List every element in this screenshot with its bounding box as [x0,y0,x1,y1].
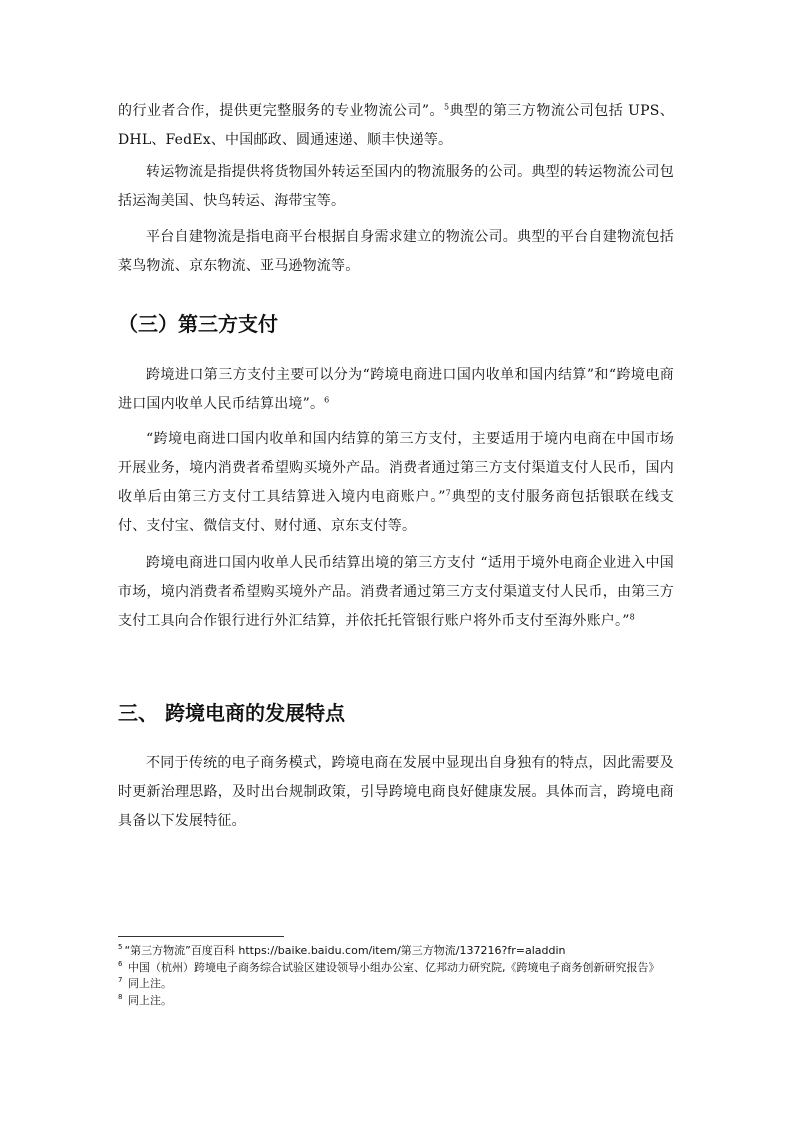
footnote-ref-6: 6 [324,395,330,405]
section-heading-third-party-payment: （三）第三方支付 [118,312,278,336]
paragraph-platform-logistics: 平台自建物流是指电商平台根据自身需求建立的物流公司。典型的平台自建物流包括菜鸟物流、京东物流、亚马逊物流等。 [118,229,674,274]
footnote-divider [118,936,284,937]
paragraph-development-features: 不同于传统的电子商务模式，跨境电商在发展中显现出自身独有的特点，因此需要及时更新治理思路，及时出台规制政策，引导跨境电商良好健康发展。具体而言，跨境电商具备以下发展特征。 [118,755,674,829]
footnote-7: $^7$ 同上注。 [118,976,172,990]
chapter-heading-development-features: 三、 跨境电商的发展特点 [118,701,345,725]
footnotes-section [118,943,678,1009]
footnote-ref-5: 5 [443,102,450,112]
footnote-ref-8: 8 [629,612,635,622]
paragraph-transfer-logistics: 转运物流是指提供将货物国外转运至国内的物流服务的公司。典型的转运物流公司包括运淘美国、快鸟转运、海带宝等。 [118,164,674,209]
paragraph-rmb-outbound-settlement: 跨境电商进口国内收单人民币结算出境的第三方支付 “适用于境外电商企业进入中国市场，境内消费者希望购买境外产品。消费者通过第三方支付渠道支付人民币，由第三方支付工具向合作银行进行外汇结算，并依托托管银行账户将外币支付至海外账户。”$^8$ [118,555,674,629]
paragraph-domestic-settlement: “跨境电商进口国内收单和国内结算的第三方支付，主要适用于境内电商在中国市场开展业务，境内消费者希望购买境外产品。消费者通过第三方支付渠道支付人民币，国内收单后由第三方支付工具结算进入境内电商账户。”$^7$典型的支付服务商包括银联在线支付、支付宝、微信支付、财付通、京东支付等。 [118,431,674,534]
footnote-8: $^8$ 同上注。 [118,992,172,1007]
footnote-6: $^6$ 中国（杭州）跨境电子商务综合试验区建设领导小组办公室、亿邦动力研究院,《跨境电子商务创新研究报告》 [118,959,660,974]
paragraph-logistics-third-party: 的行业者合作，提供更完整服务的专业物流公司”。$^5$典型的第三方物流公司包括 UPS、DHL、FedEx、中国邮政、圆通速递、顺丰快递等。 [118,102,674,148]
paragraph-payment-intro: 跨境进口第三方支付主要可以分为“跨境电商进口国内收单和国内结算”和“跨境电商进口国内收单人民币结算出境”。$^6$ [118,367,674,412]
footnote-ref-7: 7 [445,488,451,498]
footnote-5: $^5$ “第三方物流”百度百科 https://baike.baidu.com/item/第三方物流/137216?fr=aladdin [118,943,566,957]
